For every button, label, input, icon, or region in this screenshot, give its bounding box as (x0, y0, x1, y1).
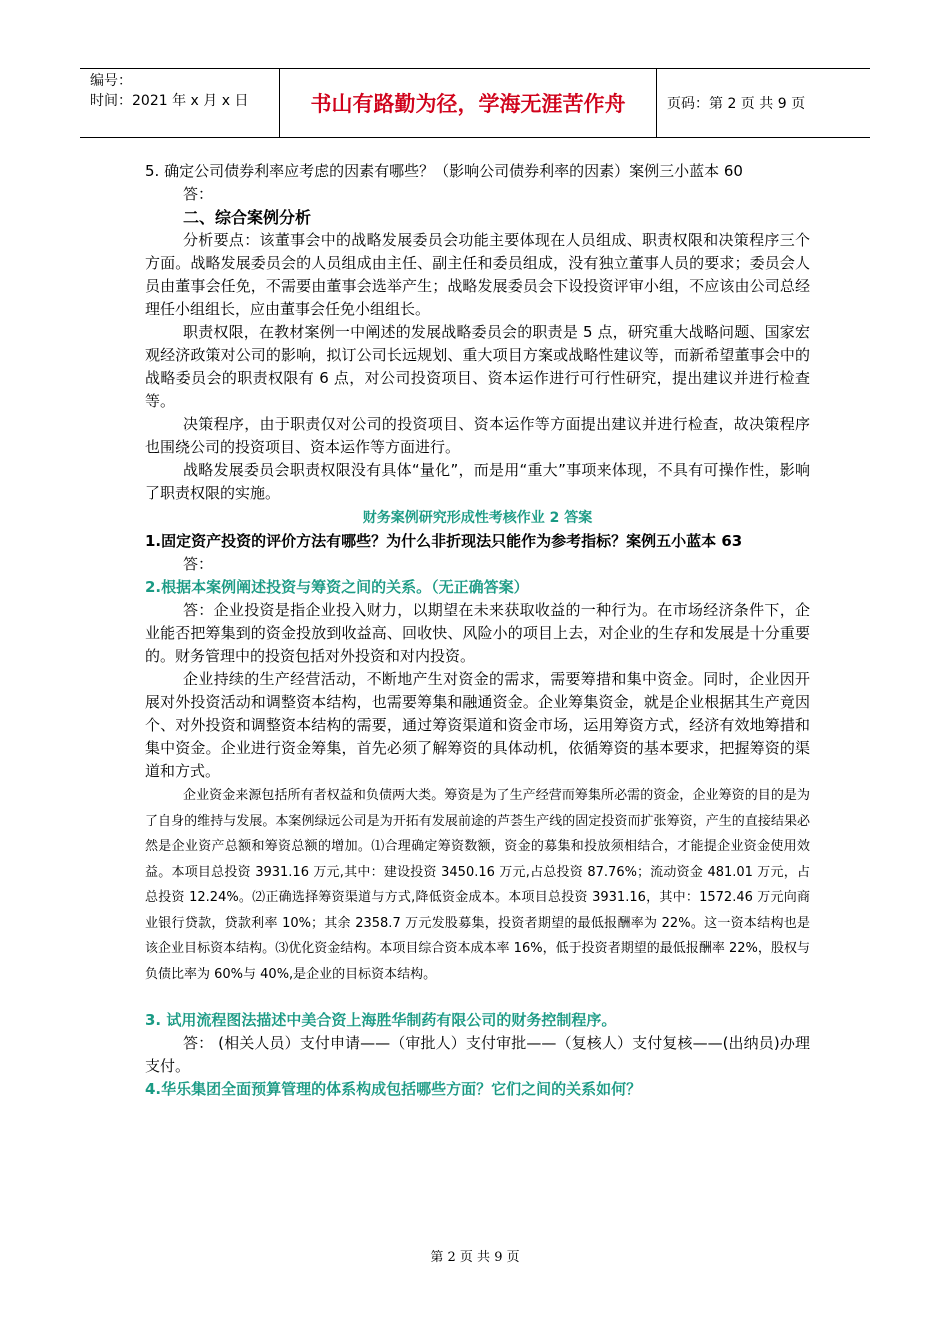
paragraph: 答：企业投资是指企业投入财力，以期望在未来获取收益的一种行为。在市场经济条件下，企业能否把筹集到的资金投放到收益高、回收快、风险小的项目上去，对企业的生存和发展是十分重要的。财务管理中的投资包括对外投资和对内投资。 (145, 601, 810, 665)
doc-number-label: 编号： (90, 73, 132, 89)
paragraph: 职责权限，在教材案例一中阐述的发展战略委员会的职责是 5 点，研究重大战略问题、国家宏观经济政策对公司的影响，拟订公司长远规划、重大项目方案或战略性建议等，而新希望董事会中的战略委员会的职责权限有 6 点，对公司投资项目、资本运作进行可行性研究，提出建议并进行检查等。 (145, 323, 810, 410)
paragraph: 决策程序，由于职责仅对公司的投资项目、资本运作等方面提出建议并进行检查，故决策程序也围绕公司的投资项目、资本运作等方面进行。 (145, 415, 810, 456)
header-page-label: 页码：第 2 页 共 9 页 (667, 96, 806, 112)
section-title: 二、综合案例分析 (183, 208, 312, 227)
page-header (80, 68, 870, 138)
paragraph: 答： (相关人员）支付申请——（审批人）支付审批——（复核人）支付复核——(出纳员)办理支付。 (145, 1034, 810, 1075)
answer-label: 答： (183, 185, 214, 203)
date-label: 时间：2021 年 x 月 x 日 (90, 93, 249, 109)
paragraph: 分析要点：该董事会中的战略发展委员会功能主要体现在人员组成、职责权限和决策程序三个方面。战略发展委员会的人员组成由主任、副主任和委员组成，没有独立董事人员的要求；委员会人员由董事会任免，不需要由董事会选举产生；战略发展委员会下设投资评审小组，不应该由公司总经理任小组组长，应由董事会任免小组组长。 (145, 231, 810, 318)
homework-question-2: 2.根据本案例阐述投资与筹资之间的关系。（无正确答案） (145, 578, 529, 596)
homework-question-1: 1.固定资产投资的评价方法有哪些？为什么非折现法只能作为参考指标？案例五小蓝本 63 (145, 532, 743, 550)
header-motto: 书山有路勤为径，学海无涯苦作舟 (280, 69, 657, 137)
page-footer: 第 2 页 共 9 页 (430, 1250, 520, 1265)
header-meta (80, 69, 280, 137)
paragraph: 企业资金来源包括所有者权益和负债两大类。筹资是为了生产经营而筹集所必需的资金，企业筹资的目的是为了自身的维持与发展。本案例绿远公司是为开拓有发展前途的芦荟生产线的固定投资而扩张筹资，产生的直接结果必然是企业资产总额和筹资总额的增加。⑴合理确定筹资数额，资金的募集和投放须相结合，才能提企业资金使用效益。本项目总投资 3931.16 万元,其中：建设投资 3450.16 万元,占总投资 87.76%；流动资金 481.01 万元，占总投资 12.24%。⑵正确选择筹资渠道与方式,降低资金成本。本项目总投资 3931.16，其中：1572.46 万元向商业银行贷款，贷款利率 10%；其余 2358.7 万元发股募集，投资者期望的最低报酬率为 22%。这一资本结构也是该企业目标资本结构。⑶优化资金结构。本项目综合资本成本率 16%，低于投资者期望的最低报酬率 22%，股权与负债比率为 60%与 40%,是企业的目标资本结构。 (145, 788, 810, 982)
paragraph: 战略发展委员会职责权限没有具体“量化”，而是用“重大”事项来体现，不具有可操作性，影响了职责权限的实施。 (145, 461, 810, 502)
document-body (145, 160, 810, 1101)
homework-title: 财务案例研究形成性考核作业 2 答案 (362, 510, 593, 526)
question-5: 5. 确定公司债券利率应考虑的因素有哪些？（影响公司债券利率的因素）案例三小蓝本 60 (145, 162, 743, 180)
paragraph: 企业持续的生产经营活动，不断地产生对资金的需求，需要筹措和集中资金。同时，企业因开展对外投资活动和调整资本结构，也需要筹集和融通资金。企业筹集资金，就是企业根据其生产竟因个、对外投资和调整资本结构的需要，通过筹资渠道和资金市场，运用筹资方式，经济有效地筹措和集中资金。企业进行资金筹集，首先必须了解筹资的具体动机，依循筹资的基本要求，把握筹资的渠道和方式。 (145, 670, 810, 780)
homework-question-3: 3. 试用流程图法描述中美合资上海胜华制药有限公司的财务控制程序。 (145, 1011, 617, 1029)
homework-question-4: 4.华乐集团全面预算管理的体系构成包括哪些方面？它们之间的关系如何？ (145, 1080, 642, 1098)
answer-label: 答： (183, 555, 214, 573)
